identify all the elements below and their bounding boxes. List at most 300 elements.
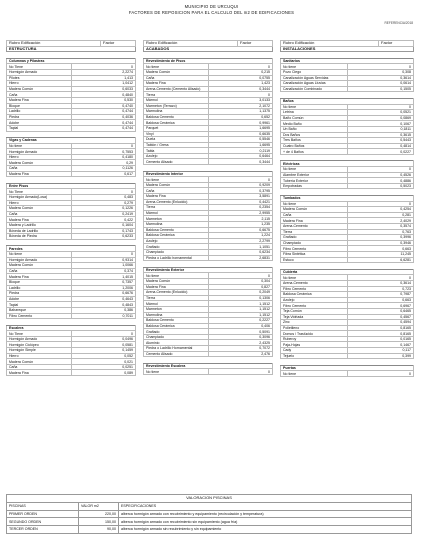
factor-row xyxy=(281,149,414,155)
factor-value: 0,5023 xyxy=(347,183,414,189)
factor-item: Madera Común xyxy=(144,69,209,75)
factor-item: Madera Fina xyxy=(7,97,72,103)
factor-value: 2,9955 xyxy=(208,210,273,216)
factor-item: Arena-Cemento (Cemento Alisado) xyxy=(144,86,209,92)
rubro-heading: Rubro Edificación xyxy=(144,41,238,47)
factor-item: No tiene xyxy=(144,273,209,279)
factor-value: 0,6676 xyxy=(71,291,136,297)
factor-value: 0 xyxy=(347,104,414,110)
document-header xyxy=(6,4,417,15)
factor-value: 1,224 xyxy=(208,233,273,239)
factor-heading: Factor xyxy=(101,41,136,47)
factor-value: 1,6695 xyxy=(208,125,273,131)
factor-value: 0 xyxy=(347,167,414,173)
factor-value: 0,3444 xyxy=(208,159,273,165)
factor-value: 1,1512 xyxy=(208,312,273,318)
factor-section xyxy=(280,160,414,189)
section-title: Entre Pisos xyxy=(7,183,136,189)
factor-value: 0,617 xyxy=(71,171,136,177)
factor-item: Madera Común xyxy=(281,207,348,213)
section-title: Baños xyxy=(281,98,414,104)
factor-value: 0 xyxy=(208,177,273,183)
factor-value: 0,6635 xyxy=(208,131,273,137)
column-header-table xyxy=(143,40,273,52)
factor-row xyxy=(281,183,414,189)
factor-item: Madera Común xyxy=(7,160,72,166)
factor-value: 0,8165 xyxy=(347,325,414,331)
pool-valuation-title: VALORACION PISCINAS xyxy=(7,495,412,503)
factor-item: Fibro Cemento xyxy=(281,286,348,292)
factor-item: Madera Común xyxy=(7,86,72,92)
factor-value: 0,406 xyxy=(208,323,273,329)
factor-item: Fibro Cemento xyxy=(7,313,72,319)
factor-value: 0 xyxy=(347,201,414,207)
factor-item: Caña xyxy=(144,188,209,194)
factor-value: 3,0133 xyxy=(208,97,273,103)
rubro-heading: Rubro Edificación xyxy=(7,41,101,47)
factor-section xyxy=(280,98,414,155)
factor-value: 0,7553 xyxy=(71,149,136,155)
factor-item: Arena-Cemento xyxy=(281,224,348,230)
factor-item: Madera Común xyxy=(144,182,209,188)
factor-value: 0,4740 xyxy=(71,103,136,109)
factor-value: 0,0755 xyxy=(208,75,273,81)
factor-value: 0,4643 xyxy=(71,296,136,302)
factor-item: Hormigón Ciclópeo xyxy=(7,342,72,348)
factor-value: 0,0227 xyxy=(347,149,414,155)
factor-item: Mármol xyxy=(144,97,209,103)
section-title: Puertas xyxy=(281,365,414,371)
factor-value: 0 xyxy=(71,64,136,70)
factor-item: Madera Común xyxy=(7,206,72,212)
factor-section xyxy=(143,363,273,375)
factor-item: Piedra o Ladrillo hornamental xyxy=(144,255,209,261)
factor-item: Caña xyxy=(7,268,72,274)
factor-item: Pozo Ciego xyxy=(281,69,348,75)
factor-item: Canalización Combinado xyxy=(281,86,348,92)
factor-value: 2,1072 xyxy=(208,103,273,109)
factor-item: Bóveda de Ladrillo xyxy=(7,228,72,234)
factor-value: 0,763 xyxy=(347,229,414,235)
factor-value: 0 xyxy=(71,189,136,195)
factor-value: 0 xyxy=(208,273,273,279)
factor-item: Hormigón Armado xyxy=(7,336,72,342)
pool-header-cell: ESPECIFICACIONES xyxy=(119,502,412,510)
factor-item: Teja Común xyxy=(281,308,348,314)
factor-value: 0,4814 xyxy=(347,143,414,149)
pool-row xyxy=(7,510,412,518)
pool-spec: alberca hormigón armado sin recubrimiento y sin equipamiento xyxy=(119,526,412,534)
factor-value: 0 xyxy=(71,143,136,149)
factor-item: Hierro xyxy=(7,200,72,206)
factor-value: 0,1505 xyxy=(347,86,414,92)
category-heading: ESTRUCTURA xyxy=(7,46,136,52)
factor-item: No Tiene xyxy=(7,189,72,195)
factor-item: Domos / Traslúcido xyxy=(281,331,348,337)
factor-value: 0 xyxy=(347,64,414,70)
factor-value: 0,3795 xyxy=(208,188,273,194)
factor-item: Arena-Cemento xyxy=(281,280,348,286)
factor-value: 0,3096 xyxy=(208,334,273,340)
factor-row xyxy=(7,171,136,177)
factor-value: 0,3615 xyxy=(347,132,414,138)
factor-item: Fibra Sintética xyxy=(281,251,348,257)
factor-item: Caña xyxy=(144,75,209,81)
factor-item: Hormigón Armado xyxy=(7,69,72,75)
factor-value: 1,1375 xyxy=(208,109,273,115)
factor-value: 0,3444 xyxy=(208,86,273,92)
pool-header-cell: VALOR m2 xyxy=(79,502,119,510)
section-title: Paredes xyxy=(7,246,136,252)
factor-item: Aluminio xyxy=(144,340,209,346)
factor-heading: Factor xyxy=(238,41,273,47)
factor-item: Letrina xyxy=(281,110,348,116)
factor-item: Pilotes xyxy=(7,75,72,81)
factor-value: 0,5546 xyxy=(208,137,273,143)
factor-value: 0,7987 xyxy=(347,292,414,298)
factor-item: Hierro xyxy=(7,154,72,160)
factor-item: Parquet xyxy=(144,125,209,131)
factor-value: 0,6464 xyxy=(208,153,273,159)
factor-item: Adobe xyxy=(7,296,72,302)
factor-value: 2,6831 xyxy=(208,255,273,261)
factor-value: 1,1051 xyxy=(208,244,273,250)
factor-item: Hormigón Simple xyxy=(7,348,72,354)
factor-item: No tiene xyxy=(144,177,209,183)
factor-item: Tablón / Gress xyxy=(144,142,209,148)
factor-section xyxy=(143,171,273,262)
factor-value: 0,4421 xyxy=(208,199,273,205)
factor-item: Baldosa Cemento xyxy=(144,227,209,233)
pool-class: TERCER ORDEN xyxy=(7,526,79,534)
factor-item: Arena-Cemento (Enlucido) xyxy=(144,290,209,296)
factor-value: 0 xyxy=(347,371,414,377)
pool-value: 90,00 xyxy=(79,526,119,534)
section-title: Cubierta xyxy=(281,269,414,275)
factor-section xyxy=(6,183,136,240)
factor-item: Mármol xyxy=(144,301,209,307)
factor-value: 0,530 xyxy=(71,97,136,103)
factor-item: Marmolina xyxy=(144,109,209,115)
factor-item: Bahareque xyxy=(7,307,72,313)
factor-item: Bloque xyxy=(7,279,72,285)
factor-item: Alambre Exterior xyxy=(281,172,348,178)
factor-item: Marmeton xyxy=(144,306,209,312)
pool-row xyxy=(7,518,412,526)
factor-item: Madera Fina xyxy=(7,370,72,376)
factor-value: 0,279 xyxy=(71,200,136,206)
pool-spec: alberca hormigón armado con recubrimiento sin equipamiento (agua fría) xyxy=(119,518,412,526)
factor-row xyxy=(144,369,273,375)
factor-item: Un Baño xyxy=(281,126,348,132)
factor-item: Adobe xyxy=(7,120,72,126)
factor-value: 1,6695 xyxy=(208,142,273,148)
factor-columns xyxy=(6,40,417,493)
factor-value: 0 xyxy=(71,251,136,257)
column-estructura xyxy=(6,40,136,376)
factor-item: No tiene xyxy=(144,64,209,70)
factor-item: Champiado xyxy=(281,240,348,246)
factor-value: 0,0581 xyxy=(71,342,136,348)
factor-value: 0,663 xyxy=(347,297,414,303)
factor-item: Piedra xyxy=(7,291,72,297)
factor-value: 0,6465 xyxy=(347,308,414,314)
factor-value: 0 xyxy=(208,64,273,70)
factor-value: 0,2119 xyxy=(208,148,273,154)
factor-value: 6,6281 xyxy=(347,257,414,263)
factor-item: No tiene xyxy=(7,143,72,149)
factor-value: 0,483 xyxy=(71,195,136,201)
factor-value: 1,423 xyxy=(208,81,273,87)
pool-class: SEGUNDO ORDEN xyxy=(7,518,79,526)
factor-value: 0,4843 xyxy=(71,302,136,308)
factor-value: 1,4015 xyxy=(71,274,136,280)
factor-value: 0,1306 xyxy=(208,295,273,301)
factor-value: 0,1743 xyxy=(71,228,136,234)
factor-item: No tiene xyxy=(281,275,348,281)
category-heading: INSTALACIONES xyxy=(281,46,414,52)
factor-value: 2,115 xyxy=(208,216,273,222)
factor-value: 0,1459 xyxy=(71,348,136,354)
factor-item: No Tiene xyxy=(7,64,72,70)
factor-item: + de 4 Baños xyxy=(281,149,348,155)
pool-row xyxy=(7,526,412,534)
factor-value: 0,0251 xyxy=(71,364,136,370)
factor-item: Champiado xyxy=(144,334,209,340)
factor-item: Madera Fina xyxy=(7,171,72,177)
section-title: Escalera xyxy=(7,325,136,331)
factor-value: 0,0165 xyxy=(347,336,414,342)
factor-item: Azulejo xyxy=(144,153,209,159)
header-municipality: MUNICIPIO DE URCUQUI xyxy=(184,4,239,9)
factor-value: 0,3946 xyxy=(347,240,414,246)
factor-row xyxy=(281,353,414,359)
factor-item: Caña xyxy=(7,166,72,172)
factor-value: 0,8165 xyxy=(347,331,414,337)
factor-value: 0,0496 xyxy=(71,336,136,342)
factor-item: Fibro Cemento xyxy=(281,246,348,252)
factor-item: Hormigón Armado xyxy=(7,257,72,263)
factor-value: 2,2274 xyxy=(71,69,136,75)
factor-value: 3,5891 xyxy=(208,194,273,200)
factor-item: Tabla xyxy=(144,148,209,154)
factor-value: 0,399 xyxy=(347,353,414,359)
factor-value: 0,1604 xyxy=(71,223,136,229)
pool-header-cell: PISCINAS xyxy=(7,502,79,510)
factor-value: 0,4036 xyxy=(71,114,136,120)
factor-item: Estuco xyxy=(281,257,348,263)
factor-value: 0,6967 xyxy=(347,303,414,309)
factor-value: 0,4886 xyxy=(347,178,414,184)
factor-value: 0,5091 xyxy=(208,329,273,335)
factor-section xyxy=(143,58,273,165)
factor-value: 0,7357 xyxy=(71,279,136,285)
factor-item: Piedra xyxy=(7,114,72,120)
factor-value: 1,0066 xyxy=(71,263,136,269)
factor-section xyxy=(6,58,136,132)
factor-row xyxy=(281,257,414,263)
factor-value: 0,4840 xyxy=(71,92,136,98)
factor-item: Bóveda de Piedra xyxy=(7,234,72,240)
pool-valuation-table xyxy=(6,494,412,534)
factor-item: Bloque xyxy=(7,103,72,109)
factor-value: 0,6033 xyxy=(71,86,136,92)
factor-section xyxy=(6,325,136,376)
factor-value: 2,4029 xyxy=(347,218,414,224)
factor-item: Caña xyxy=(281,212,348,218)
factor-value: 0,3996 xyxy=(347,235,414,241)
factor-item: Baldosa Cerámica xyxy=(144,323,209,329)
factor-value: 0,308 xyxy=(347,69,414,75)
factor-value: 0,0869 xyxy=(347,115,414,121)
factor-value: 0,021 xyxy=(71,359,136,365)
factor-item: Ladrillo xyxy=(7,109,72,115)
factor-item: No tiene xyxy=(281,104,348,110)
section-title: Tumbados xyxy=(281,196,414,202)
factor-item: Baldosa Cemento xyxy=(144,318,209,324)
factor-value: 0,422 xyxy=(71,217,136,223)
factor-section xyxy=(6,137,136,177)
factor-item: Marmolina xyxy=(144,312,209,318)
factor-item: Azulejo xyxy=(281,297,348,303)
factor-value: 0,5443 xyxy=(347,138,414,144)
factor-row xyxy=(281,371,414,377)
column-header-table xyxy=(6,40,136,52)
factor-section xyxy=(143,267,273,358)
section-title: Revestimiento de Pisos xyxy=(144,58,273,64)
factor-item: Tierra xyxy=(144,205,209,211)
factor-value: 0,0521 xyxy=(347,110,414,116)
factor-item: Madera Común xyxy=(7,359,72,365)
reference-code: REFERENCIA/2018 xyxy=(384,21,413,25)
factor-value: 0,7011 xyxy=(71,313,136,319)
factor-item: Hierro xyxy=(7,81,72,87)
factor-item: Piedra o Ladrillo Hornamental xyxy=(144,346,209,352)
factor-item: Champiado xyxy=(144,249,209,255)
factor-item: Hormigón Armado(Losa) xyxy=(7,195,72,201)
factor-item: Madera Común xyxy=(144,278,209,284)
factor-value: 0 xyxy=(208,369,273,375)
section-title: Columnas y Pilastras xyxy=(7,58,136,64)
factor-value: 0,3574 xyxy=(347,224,414,230)
factor-row xyxy=(281,86,414,92)
factor-item: Tierra xyxy=(281,229,348,235)
factor-value: 0,215 xyxy=(208,69,273,75)
factor-heading: Factor xyxy=(379,41,414,47)
section-title: Vigas y Cadenas xyxy=(7,138,136,144)
factor-value: 0,663 xyxy=(347,246,414,252)
factor-value: 0,2227 xyxy=(208,318,273,324)
factor-section xyxy=(280,58,414,93)
factor-item: Madera Fina xyxy=(7,274,72,280)
factor-value: 1,235 xyxy=(208,222,273,228)
factor-value: 0,304 xyxy=(208,278,273,284)
factor-row xyxy=(7,234,136,240)
factor-value: 0,4254 xyxy=(347,207,414,213)
factor-item: Tejuelo xyxy=(281,353,348,359)
factor-item: Baño Común xyxy=(281,115,348,121)
factor-value: 0,281 xyxy=(347,212,414,218)
section-title: Revestimiento Interior xyxy=(144,171,273,177)
factor-item: Teja Vidriada xyxy=(281,314,348,320)
factor-item: Marmeton xyxy=(144,216,209,222)
factor-value: 0,1467 xyxy=(347,342,414,348)
factor-value: 1,2006 xyxy=(71,285,136,291)
factor-value: 0 xyxy=(347,275,414,281)
factor-value: 0,6233 xyxy=(71,234,136,240)
factor-value: 0,2354 xyxy=(208,205,273,211)
factor-item: No tiene xyxy=(281,371,348,377)
factor-value: 0,4594 xyxy=(347,320,414,326)
factor-item: Grafiado xyxy=(144,329,209,335)
factor-item: Grafiado xyxy=(144,244,209,250)
factor-value: 0,1126 xyxy=(71,166,136,172)
column-acabados xyxy=(143,40,273,375)
factor-value: 0,052 xyxy=(71,353,136,359)
factor-item: Marmeton (Terrazo) xyxy=(144,103,209,109)
factor-item: Mármol xyxy=(144,210,209,216)
factor-item: Medio Baño xyxy=(281,121,348,127)
factor-value: 2,476 xyxy=(208,351,273,357)
section-title: Revestimiento Escalera xyxy=(144,363,273,369)
factor-item: Cuatro Baños xyxy=(281,143,348,149)
factor-item: Madera Fina xyxy=(281,218,348,224)
pool-value: 220,00 xyxy=(79,510,119,518)
header-title: FACTORES DE REPOSICION PARA EL CALCULO DEL m2 DE EDIFICACIONES xyxy=(128,9,295,15)
factor-value: 0,2419 xyxy=(71,211,136,217)
factor-item: Baldosa Cerámica xyxy=(281,292,348,298)
factor-item: Baldosa Cemento xyxy=(144,114,209,120)
section-title: Eléctricas xyxy=(281,161,414,167)
factor-item: Cemento Alisado xyxy=(144,159,209,165)
factor-item: No Tiene xyxy=(7,331,72,337)
factor-item: Madera Fina xyxy=(144,194,209,200)
factor-value: 0 xyxy=(71,331,136,337)
factor-value: 0,089 xyxy=(71,370,136,376)
factor-row xyxy=(144,351,273,357)
factor-item: Tapial xyxy=(7,302,72,308)
factor-item: Tierra xyxy=(144,92,209,98)
factor-section xyxy=(6,245,136,319)
factor-section xyxy=(280,195,414,263)
factor-item: Polietileno xyxy=(281,325,348,331)
factor-value: 0,9314 xyxy=(71,257,136,263)
factor-value: 0,4526 xyxy=(347,172,414,178)
pool-value: 150,00 xyxy=(79,518,119,526)
factor-value: 0,4744 xyxy=(71,120,136,126)
factor-item: Canalización Aguas Servidas xyxy=(281,75,348,81)
factor-value: 0,3614 xyxy=(347,75,414,81)
column-header-table xyxy=(280,40,414,52)
factor-item: Ruberoy xyxy=(281,336,348,342)
factor-item: Madera Común xyxy=(7,263,72,269)
category-heading: ACABADOS xyxy=(144,46,273,52)
factor-value: 1,1512 xyxy=(208,306,273,312)
factor-value: 0,1067 xyxy=(347,121,414,127)
factor-item: Tres Baños xyxy=(281,138,348,144)
factor-item: No tiene xyxy=(7,251,72,257)
factor-item: Ladrillo xyxy=(7,285,72,291)
factor-item: Tierra xyxy=(144,295,209,301)
factor-item: Caña xyxy=(7,364,72,370)
page xyxy=(6,4,417,376)
factor-value: 0,117 xyxy=(347,348,414,354)
factor-item: Paja-Hojas xyxy=(281,342,348,348)
factor-item: Grafiado xyxy=(281,235,348,241)
factor-value: 0,3614 xyxy=(347,280,414,286)
factor-item: Baldosa Cerámica xyxy=(144,233,209,239)
factor-value: 11,245 xyxy=(347,251,414,257)
